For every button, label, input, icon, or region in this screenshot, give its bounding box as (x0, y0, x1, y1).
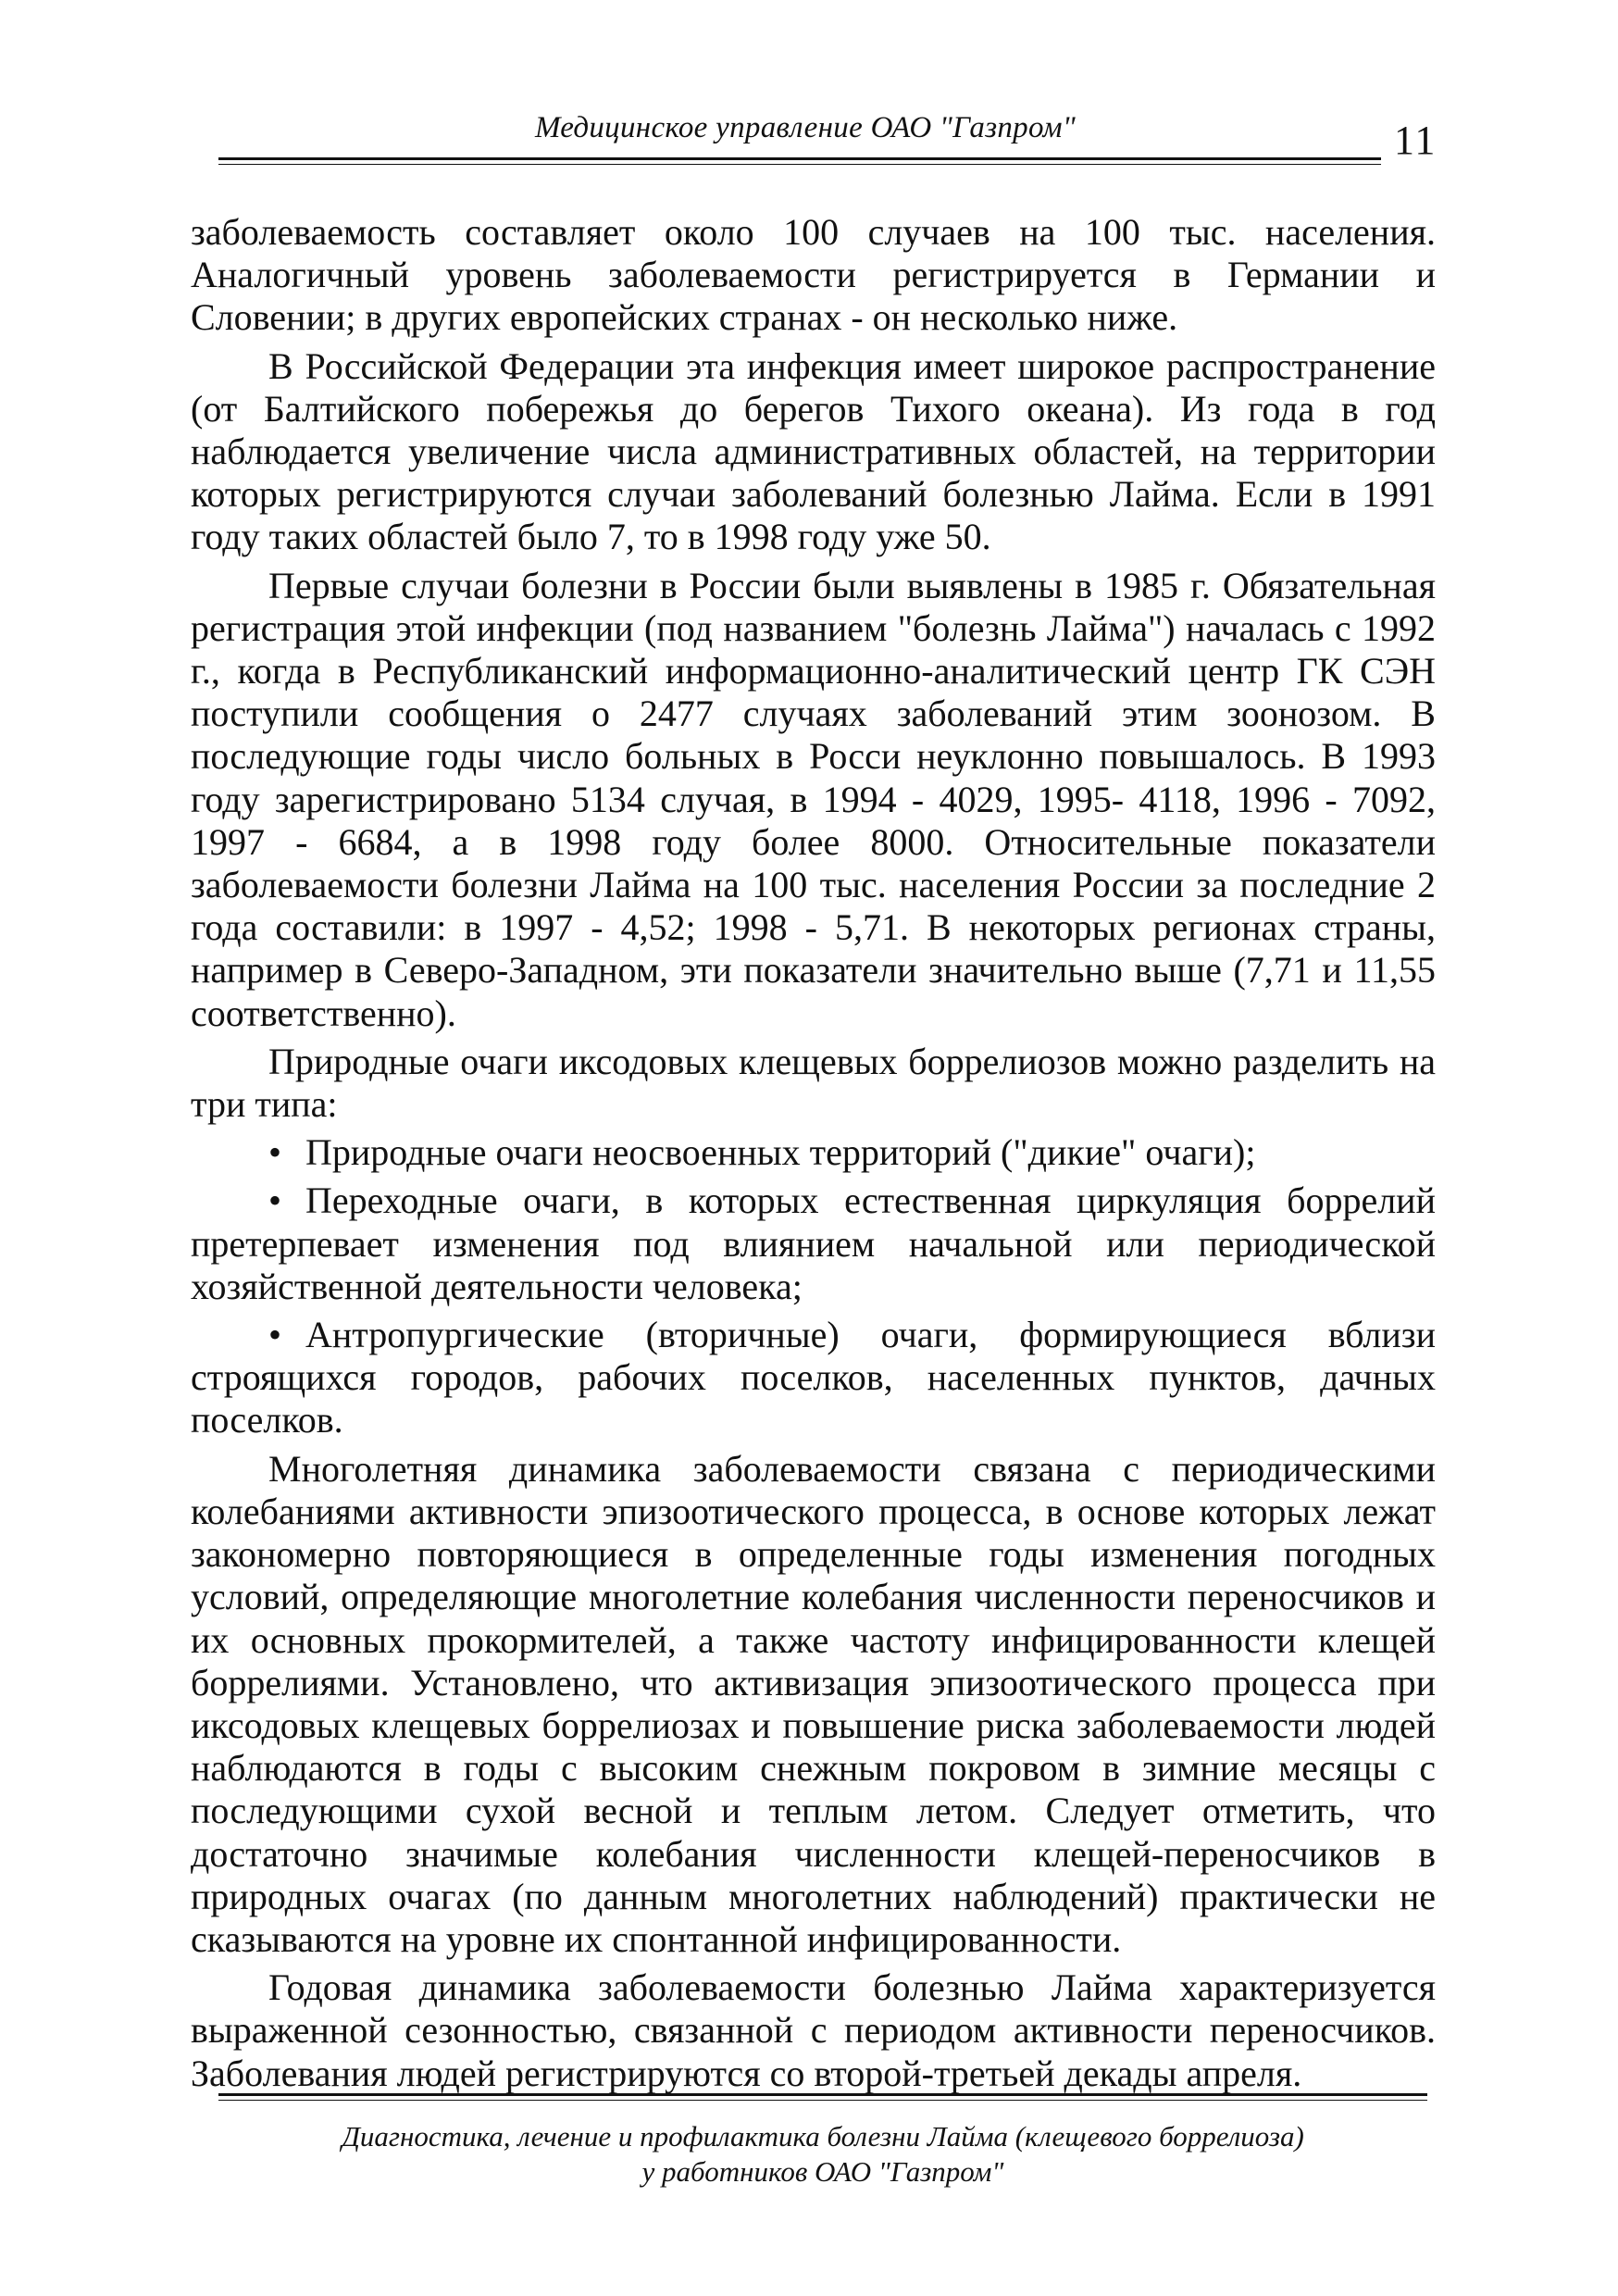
paragraph-1: заболеваемость составляет около 100 случаев на 100 тыс. населения. Аналогичный уровень заболеваемости регистрируется в Германии и Словении; в других европейских странах - он несколько ниже. (191, 211, 1436, 339)
bullet-dot-icon: • (268, 1314, 282, 1356)
paragraph-5: Многолетняя динамика заболеваемости связана с периодическими колебаниями активности эпизоотического процесса, в основе которых лежат закономерно повторяющиеся в определенные годы изменения погодных условий, определяющие многолетние колебания численности переносчиков и их основных прокормителей, а также частоту инфицированности клещей боррелиями. Установлено, что активизация эпизоотического процесса при иксодовых клещевых боррелиозах и повышение риска заболеваемости людей наблюдаются в годы с высоким снежным покровом в зимние месяцы с последующими сухой весной и теплым летом. Следует отметить, что достаточно значимые колебания численности клещей-переносчиков в природных очагах (по данным многолетних наблюдений) практически не сказываются на уровне их спонтанной инфицированности. (191, 1447, 1436, 1960)
running-footer (218, 2119, 1427, 2190)
footer-line-1: Диагностика, лечение и профилактика болезни Лайма (клещевого боррелиоза) (342, 2120, 1304, 2152)
bullet-dot-icon: • (268, 1179, 282, 1222)
bullet-item-2 (191, 1179, 1436, 1308)
page-number: 11 (1394, 118, 1438, 163)
body-text (191, 211, 1436, 2101)
paragraph-4: Природные очаги иксодовых клещевых боррелиозов можно разделить на три типа: (191, 1040, 1436, 1126)
paragraph-6: Годовая динамика заболеваемости болезнью Лайма характеризуется выраженной сезонностью, связанной с периодом активности переносчиков. Заболевания людей регистрируются со второй-третьей декады апреля. (191, 1966, 1436, 2094)
running-header-title: Медицинское управление ОАО "Газпром" (534, 111, 1077, 144)
bullet-dot-icon: • (268, 1131, 282, 1174)
footer-rule (218, 2093, 1427, 2101)
bullet-text-2: Переходные очаги, в которых естественная циркуляция боррелий претерпевает изменения под влиянием начальной или периодической хозяйственной деятельности человека; (191, 1179, 1436, 1307)
bullet-item-1 (191, 1131, 1436, 1174)
footer-line-2: у работников ОАО "Газпром" (641, 2155, 1004, 2188)
bullet-text-1: Природные очаги неосвоенных территорий ("дикие" очаги); (305, 1131, 1256, 1174)
header-rule (218, 157, 1381, 165)
bullet-text-3: Антропургические (вторичные) очаги, формирующиеся вблизи строящихся городов, рабочих поселков, населенных пунктов, дачных поселков. (191, 1314, 1436, 1441)
paragraph-2: В Российской Федерации эта инфекция имеет широкое распространение (от Балтийского побережья до берегов Тихого океана). Из года в год наблюдается увеличение числа административных областей, на территории которых регистрируются случаи заболеваний болезнью Лайма. Если в 1991 году таких областей было 7, то в 1998 году уже 50. (191, 344, 1436, 558)
bullet-item-3 (191, 1314, 1436, 1442)
paragraph-3: Первые случаи болезни в России были выявлены в 1985 г. Обязательная регистрация этой инфекции (под названием "болезнь Лайма") началась с 1992 г., когда в Республиканский информационно-аналитический центр ГК СЭН поступили сообщения о 2477 случаях заболеваний этим зоонозом. В последующие годы число больных в Росси неуклонно повышалось. В 1993 году зарегистрировано 5134 случая, в 1994 - 4029, 1995- 4118, 1996 - 7092, 1997 - 6684, а в 1998 году более 8000. Относительные показатели заболеваемости болезни Лайма на 100 тыс. населения России за последние 2 года составили: в 1997 - 4,52; 1998 - 5,71. В некоторых регионах страны, например в Северо-Западном, эти показатели значительно выше (7,71 и 11,55 соответственно). (191, 564, 1436, 1034)
